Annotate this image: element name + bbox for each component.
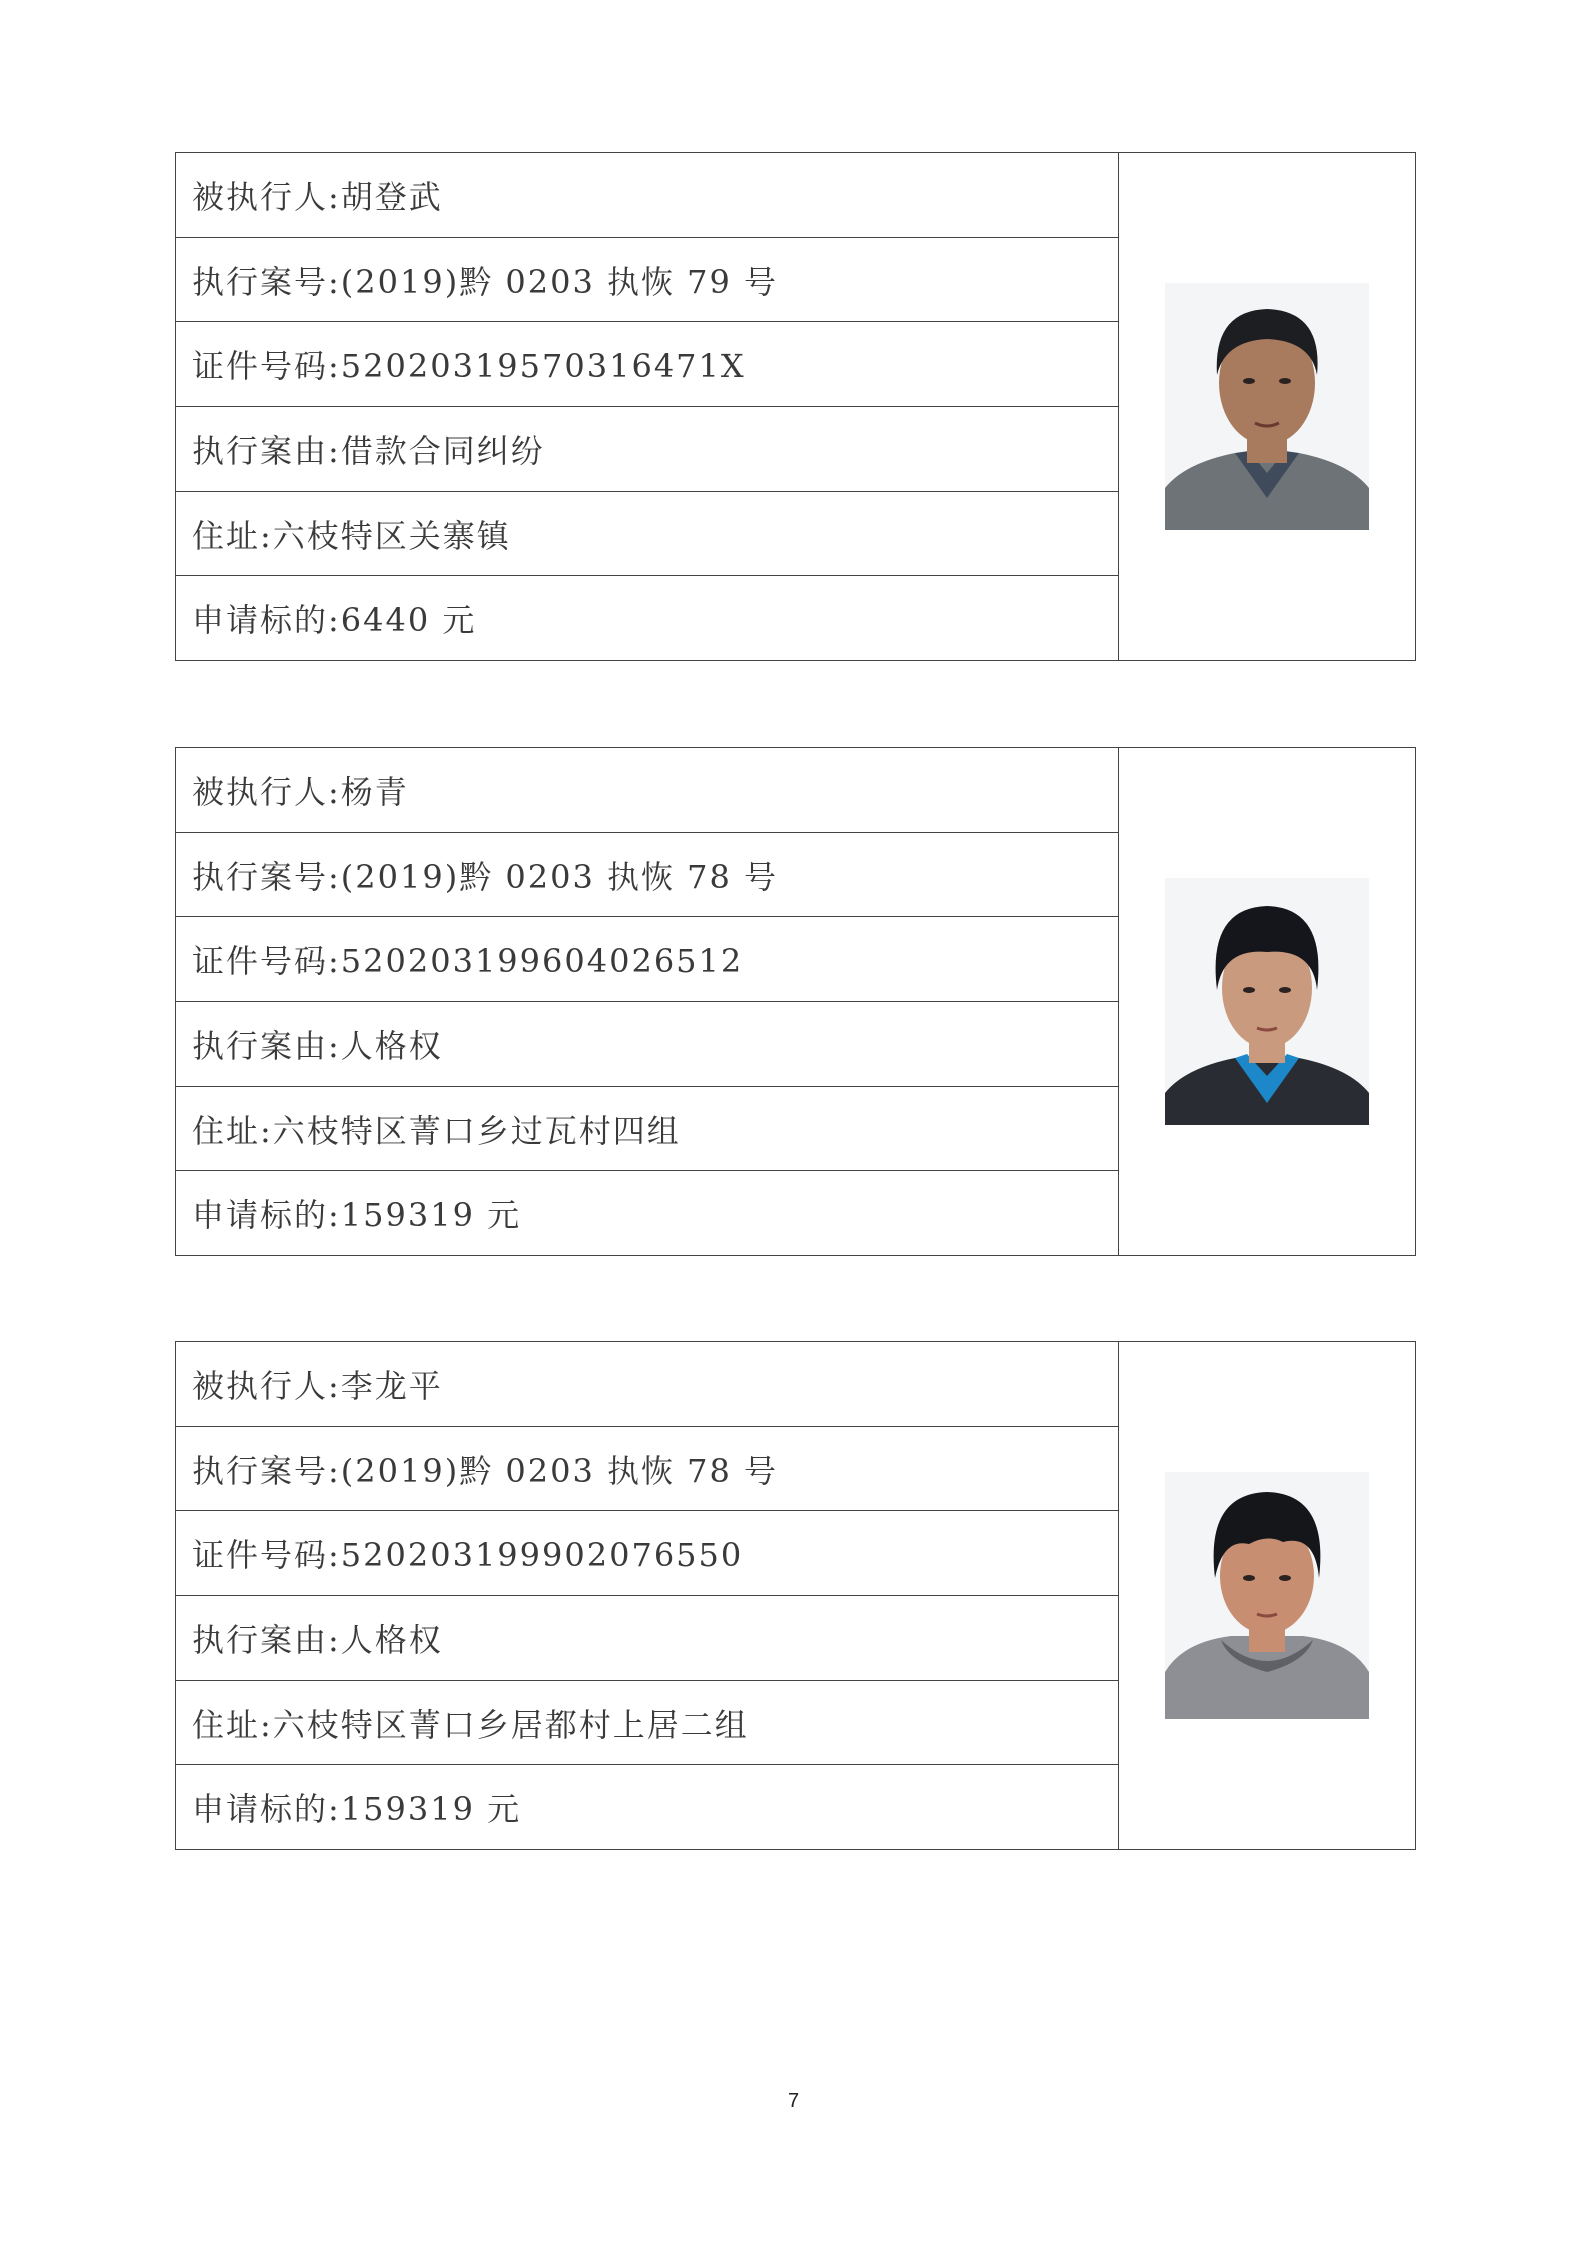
record-card xyxy=(175,747,1416,1256)
page-number: 7 xyxy=(787,2090,800,2112)
case-cause: 执行案由:借款合同纠纷 xyxy=(176,407,1118,492)
case-number: 执行案号:(2019)黔 0203 执恢 79 号 xyxy=(176,238,1118,323)
subject-name: 被执行人:胡登武 xyxy=(176,153,1118,238)
case-number: 执行案号:(2019)黔 0203 执恢 78 号 xyxy=(176,833,1118,918)
photo-cell xyxy=(1119,153,1415,660)
case-cause: 执行案由:人格权 xyxy=(176,1596,1118,1681)
photo-cell xyxy=(1119,748,1415,1255)
claim-amount: 申请标的:159319 元 xyxy=(192,1196,522,1235)
record-card xyxy=(175,152,1416,661)
claim-amount: 申请标的:6440 元 xyxy=(192,601,477,640)
subject-name: 被执行人:李龙平 xyxy=(176,1342,1118,1427)
address: 住址:六枝特区关寨镇 xyxy=(176,492,1118,577)
record-fields xyxy=(176,153,1119,660)
record-fields xyxy=(176,748,1119,1255)
claim-amount: 申请标的:159319 元 xyxy=(192,1790,522,1829)
record-card xyxy=(175,1341,1416,1850)
case-number: 执行案号:(2019)黔 0203 执恢 78 号 xyxy=(176,1427,1118,1512)
address: 住址:六枝特区菁口乡居都村上居二组 xyxy=(176,1681,1118,1766)
record-fields xyxy=(176,1342,1119,1849)
subject-name: 被执行人:杨青 xyxy=(176,748,1118,833)
portrait-photo xyxy=(1165,878,1369,1125)
case-cause: 执行案由:人格权 xyxy=(176,1002,1118,1087)
portrait-photo xyxy=(1165,283,1369,530)
portrait-photo xyxy=(1165,1472,1369,1719)
id-number: 证件号码:520203199902076550 xyxy=(176,1511,1118,1596)
photo-cell xyxy=(1119,1342,1415,1849)
id-number: 证件号码:52020319570316471X xyxy=(176,322,1118,407)
address: 住址:六枝特区菁口乡过瓦村四组 xyxy=(176,1087,1118,1172)
id-number: 证件号码:520203199604026512 xyxy=(176,917,1118,1002)
